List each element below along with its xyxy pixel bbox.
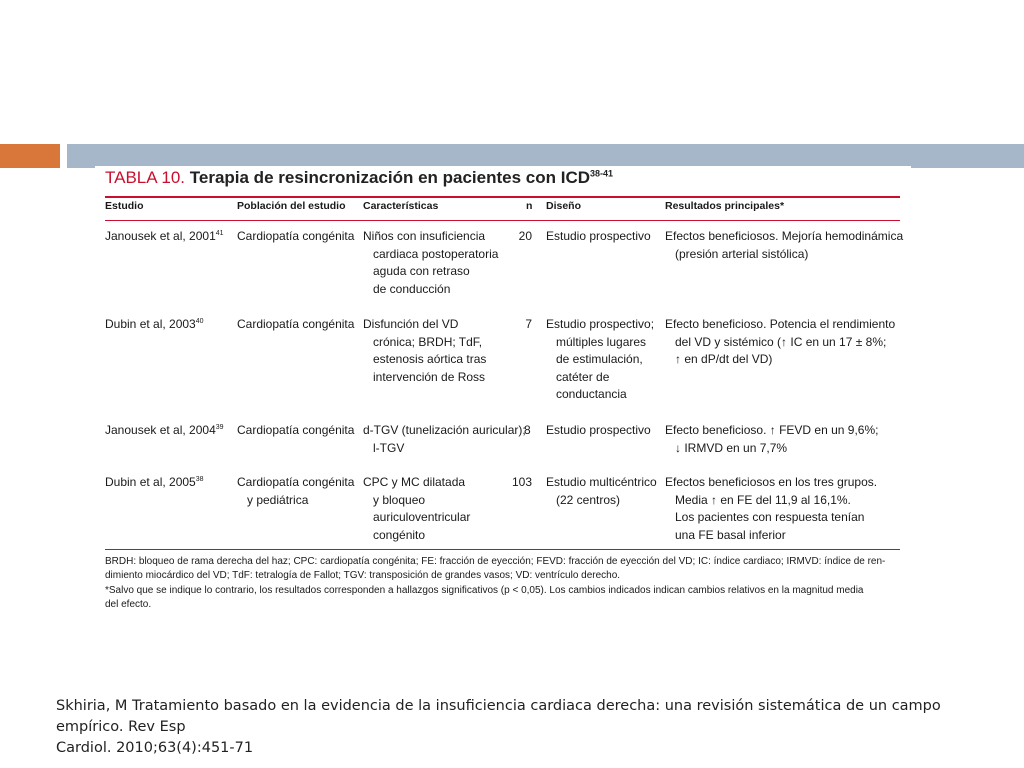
footnote-abbrev-2: dimiento miocárdico del VD; TdF: tetralogía de Fallot; TGV: transposición de grandes vasos; VD: ventrículo derecho.	[105, 570, 621, 581]
header-diseno: Diseño	[546, 200, 582, 212]
row4-resultados: Efectos beneficiosos en los tres grupos. Media ↑ en FE del 11,9 al 16,1%. Los pacientes con respuesta tenían una FE basal inferior	[665, 475, 878, 542]
header-caracteristicas: Características	[363, 200, 439, 212]
row1-n: 20	[518, 229, 532, 243]
row3-poblacion: Cardiopatía congénita	[237, 423, 355, 437]
row2-caracteristicas: Disfunción del VD crónica; BRDH; TdF, estenosis aórtica tras intervención de Ross	[363, 317, 487, 384]
row2-n: 7	[525, 317, 532, 331]
row4-diseno: Estudio multicéntrico (22 centros)	[546, 475, 657, 507]
citation	[56, 696, 1006, 759]
row2-poblacion: Cardiopatía congénita	[237, 317, 355, 331]
bottom-rule	[105, 549, 900, 550]
row2-resultados: Efecto beneficioso. Potencia el rendimiento del VD y sistémico (↑ IC en un 17 ± 8%; ↑ en dP/dt del VD)	[665, 317, 896, 366]
row3-estudio: Janousek et al, 2004$^{39}$	[105, 423, 224, 437]
table-figure	[95, 166, 911, 620]
header-estudio: Estudio	[105, 200, 144, 212]
row4-caracteristicas: CPC y MC dilatada y bloqueo auriculoventricular congénito	[363, 475, 471, 542]
row4-n: 103	[511, 475, 532, 489]
row3-caracteristicas: d-TGV (tunelización auricular); l-TGV	[363, 423, 526, 455]
row1-caracteristicas: Niños con insuficiencia cardiaca postoperatoria aguda con retraso de conducción	[363, 229, 499, 296]
row3-diseno: Estudio prospectivo	[546, 423, 651, 437]
row1-poblacion: Cardiopatía congénita	[237, 229, 355, 243]
row1-diseno: Estudio prospectivo	[546, 229, 651, 243]
citation-line-1: Skhiria, M Tratamiento basado en la evidencia de la insuficiencia cardiaca derecha: una revisión sistemática de un campo empírico. Rev Esp	[56, 698, 941, 735]
top-rule	[105, 196, 900, 198]
footnote-abbrev-1: BRDH: bloqueo de rama derecha del haz; CPC: cardiopatía congénita; FE: fracción de eyección; FEVD: fracción de eyección del VD; IC: índice cardiaco; IRMVD: índice de ren-	[105, 556, 886, 567]
header-n: n	[526, 200, 533, 212]
row3-n: 8	[524, 423, 531, 437]
footnote-star-2: del efecto.	[105, 599, 152, 610]
row2-estudio: Dubin et al, 2003$^{40}$	[105, 317, 204, 331]
footnote-star-1: *Salvo que se indique lo contrario, los resultados corresponden a hallazgos significativos (p < 0,05). Los cambios indicados indican cambios relativos en la magnitud media	[105, 585, 864, 596]
accent-bar-blue	[67, 144, 1024, 168]
table-title-number: TABLA 10.	[105, 168, 186, 187]
citation-line-2: Cardiol. 2010;63(4):451-71	[56, 740, 254, 756]
row3-resultados: Efecto beneficioso. ↑ FEVD en un 9,6%; ↓ IRMVD en un 7,7%	[665, 423, 879, 455]
table-title	[105, 168, 613, 188]
row1-estudio: Janousek et al, 2001$^{41}$	[105, 229, 224, 243]
table-title-refs: 38-41	[590, 168, 614, 179]
header-resultados: Resultados principales*	[665, 200, 785, 212]
row1-resultados: Efectos beneficiosos. Mejoría hemodinámica (presión arterial sistólica)	[665, 229, 904, 261]
accent-bar-orange	[0, 144, 60, 168]
row4-estudio: Dubin et al, 2005$^{38}$	[105, 475, 204, 489]
header-rule	[105, 220, 900, 221]
row4-poblacion: Cardiopatía congénita y pediátrica	[237, 475, 355, 507]
header-poblacion: Población del estudio	[237, 200, 346, 212]
row2-diseno: Estudio prospectivo; múltiples lugares de estimulación, catéter de conductancia	[546, 317, 655, 401]
table-title-text: Terapia de resincronización en pacientes con ICD	[189, 168, 590, 187]
